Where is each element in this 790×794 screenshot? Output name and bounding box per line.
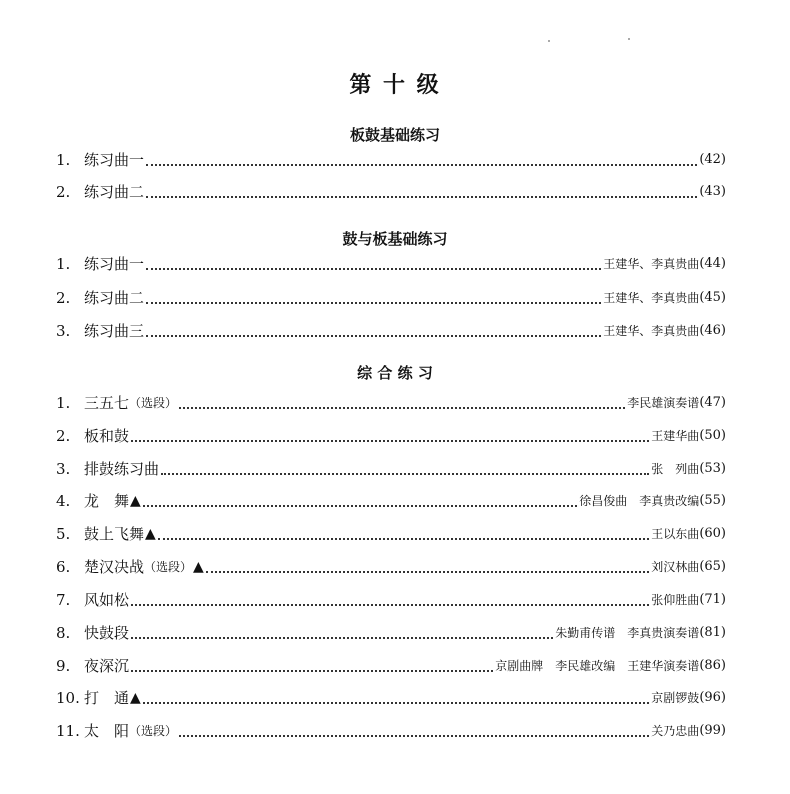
entry-credit: 王建华、李真贵曲 [603,324,700,338]
dot-leader [146,196,697,198]
entry-credit: 张 列曲 [651,462,700,476]
dot-leader [131,604,649,606]
entry-title: 练习曲三 [84,322,145,340]
entry-number: 8. [56,624,71,642]
triangle-marker-icon: ▲ [130,493,141,509]
entry-number: 10. [56,689,80,707]
dot-leader [179,407,625,409]
entry-credit: 京剧曲牌 李民雄改编 王建华演奏谱 [495,659,700,673]
entry-number: 2. [56,183,71,201]
dot-leader [206,571,649,573]
toc-entry[interactable] [56,148,726,170]
entry-title: 楚汉决战 [84,558,145,576]
toc-entry[interactable] [56,555,726,577]
entry-title: 板和鼓 [84,427,130,445]
toc-entry[interactable] [56,424,726,446]
entry-page: (65) [699,559,726,574]
entry-number: 1. [56,255,71,273]
toc-entry[interactable] [56,286,726,308]
entry-note: （选段） [129,396,178,410]
dot-leader [143,505,578,507]
toc-entry[interactable] [56,719,726,741]
entry-title: 练习曲一 [84,255,145,273]
toc-entry[interactable] [56,489,726,511]
entry-credit: 京剧锣鼓 [651,691,700,705]
entry-credit: 朱勤甫传谱 李真贵演奏谱 [555,626,700,640]
entry-title: 夜深沉 [84,657,130,675]
entry-page: (71) [699,592,726,607]
entry-page: (53) [699,461,726,476]
entry-number: 3. [56,460,71,478]
entry-number: 1. [56,151,71,169]
entry-credit: 刘汉林曲 [651,560,700,574]
triangle-marker-icon: ▲ [193,559,204,575]
toc-entry[interactable] [56,391,726,413]
entry-credit: 关乃忠曲 [651,724,700,738]
entry-page: (60) [699,526,726,541]
entry-note: （选段） [129,724,178,738]
entry-number: 9. [56,657,71,675]
entry-page: (55) [699,493,726,508]
toc-entry[interactable] [56,319,726,341]
entry-page: (50) [699,428,726,443]
dot-leader [131,637,553,639]
entry-title: 练习曲二 [84,183,145,201]
dot-leader [179,735,649,737]
entry-credit: 李民雄演奏谱 [627,396,700,410]
entry-credit: 王建华曲 [651,429,700,443]
dot-leader [143,702,650,704]
entry-number: 5. [56,525,71,543]
entry-number: 2. [56,289,71,307]
entry-title: 练习曲一 [84,151,145,169]
dot-leader [158,538,650,540]
entry-credit: 王建华、李真贵曲 [603,291,700,305]
entry-title: 鼓上飞舞 [84,525,145,543]
entry-page: (46) [699,323,726,338]
entry-title: 练习曲二 [84,289,145,307]
entry-page: (81) [699,625,726,640]
toc-entry[interactable] [56,457,726,479]
entry-number: 4. [56,492,71,510]
entry-page: (86) [699,658,726,673]
entry-note: （选段） [144,560,193,574]
entry-credit: 王建华、李真贵曲 [603,257,700,271]
entry-title: 打 通 [84,689,130,707]
toc-entry[interactable] [56,686,726,708]
entry-title: 快鼓段 [84,624,130,642]
toc-entry[interactable] [56,180,726,202]
entry-title: 风如松 [84,591,130,609]
entry-page: (43) [699,184,726,199]
section-title: 鼓与板基础练习 [342,230,448,248]
triangle-marker-icon: ▲ [130,690,141,706]
toc-entry[interactable] [56,588,726,610]
dot-leader [161,473,649,475]
dot-leader [146,302,601,304]
scan-speck [548,40,550,42]
entry-credit: 王以东曲 [651,527,700,541]
entry-title: 排鼓练习曲 [84,460,160,478]
entry-title: 龙 舞 [84,492,130,510]
scan-speck [628,38,630,40]
entry-page: (47) [699,395,726,410]
toc-entry[interactable] [56,621,726,643]
toc-entry[interactable] [56,654,726,676]
entry-page: (96) [699,690,726,705]
toc-entry[interactable] [56,252,726,274]
dot-leader [146,335,601,337]
entry-credit: 徐昌俊曲 李真贵改编 [579,494,700,508]
entry-title: 太 阳 [84,722,130,740]
entry-number: 2. [56,427,71,445]
entry-number: 6. [56,558,71,576]
dot-leader [146,268,601,270]
entry-page: (99) [699,723,726,738]
entry-title: 三五七 [84,394,130,412]
dot-leader [146,164,697,166]
entry-number: 11. [56,722,80,740]
entry-number: 3. [56,322,71,340]
entry-number: 1. [56,394,71,412]
entry-credit: 张仰胜曲 [651,593,700,607]
entry-page: (45) [699,290,726,305]
entry-page: (42) [699,152,726,167]
toc-entry[interactable] [56,522,726,544]
page-title: 第 十 级 [349,73,441,98]
dot-leader [131,670,493,672]
entry-number: 7. [56,591,71,609]
section-title: 综 合 练 习 [357,364,433,382]
triangle-marker-icon: ▲ [145,526,156,542]
section-title: 板鼓基础练习 [349,126,440,144]
entry-page: (44) [699,256,726,271]
dot-leader [131,440,649,442]
